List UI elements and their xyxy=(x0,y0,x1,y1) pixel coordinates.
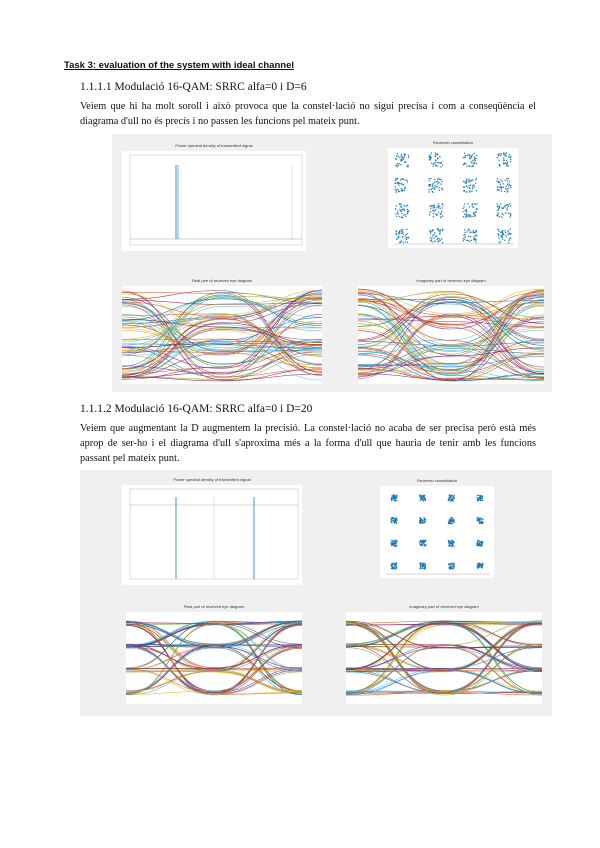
eye-traces xyxy=(122,290,322,381)
constellation-cluster xyxy=(476,540,483,547)
constellation-cluster xyxy=(477,563,484,569)
section-paragraph-2: Veiem que augmentant la D augmentem la precisió. La constel·lació no acaba de ser precisa però està més aprop de ser-ho i el diagrama d'ull s'aproxima més a la forma d'ull que hauria de tenir amb les funcions passant pel mateix punt. xyxy=(80,423,536,464)
constellation-cluster xyxy=(497,152,512,167)
constellation-cluster xyxy=(448,563,455,570)
constellation-cluster xyxy=(463,153,478,168)
psd-plot-2 xyxy=(122,477,302,585)
constellation-chart-1 xyxy=(388,148,518,248)
psd-chart-2 xyxy=(122,485,302,585)
psd-plot-1 xyxy=(122,143,306,251)
psd-chart-1 xyxy=(122,151,306,251)
constellation-cluster xyxy=(462,229,477,244)
constellation-cluster xyxy=(428,152,443,167)
eye-traces xyxy=(126,621,302,695)
constellation-cluster xyxy=(429,203,444,218)
eye-real-chart-1 xyxy=(122,286,322,384)
constellation-title-2: Received constellation xyxy=(416,478,458,483)
figure-1 xyxy=(112,134,552,392)
eye-real-title-1: Real part of received eye diagram xyxy=(191,278,253,283)
constellation-cluster xyxy=(395,229,409,244)
constellation-cluster xyxy=(394,178,408,193)
constellation-cluster xyxy=(391,517,398,524)
section-heading-2: 1.1.1.2 Modulació 16-QAM: SRRC alfa=0 i D=20 xyxy=(80,403,313,415)
constellation-cluster xyxy=(390,562,397,569)
constellation-cluster xyxy=(496,203,511,218)
constellation-cluster xyxy=(448,494,455,501)
constellation-cluster xyxy=(429,228,443,243)
constellation-cluster xyxy=(476,495,483,502)
eye-real-plot-2 xyxy=(126,604,302,704)
constellation-cluster xyxy=(496,178,511,193)
constellation-cluster xyxy=(419,540,426,547)
constellation-cluster xyxy=(476,517,483,524)
eye-traces xyxy=(358,289,544,381)
constellation-cluster xyxy=(428,178,443,193)
psd-title-2: Power spectral density of transmitted signal xyxy=(173,477,251,482)
psd-title-1: Power spectral density of transmitted signal xyxy=(175,143,253,148)
constellation-cluster xyxy=(448,517,455,524)
eye-real-plot-1 xyxy=(122,278,322,384)
constellation-cluster xyxy=(497,228,511,243)
constellation-cluster xyxy=(395,153,409,168)
eye-imag-plot-2 xyxy=(346,604,542,704)
constellation-cluster xyxy=(419,517,426,524)
constellation-cluster xyxy=(390,540,397,547)
constellation-cluster xyxy=(419,494,426,501)
eye-imag-chart-2 xyxy=(346,612,542,704)
constellation-cluster xyxy=(463,178,478,193)
task-title: Task 3: evaluation of the system with ideal channel xyxy=(64,60,294,71)
section-paragraph-1: Veiem que hi ha molt soroll i això provoca que la constel·lació no sigui precisa i com a conseqüència el diagrama d'ull no és precís i no passen les funcions pel mateix punt. xyxy=(80,101,536,127)
constellation-title-1: Received constellation xyxy=(432,140,474,145)
eye-real-chart-2 xyxy=(126,612,302,704)
constellation-cluster xyxy=(391,494,398,501)
figure-2 xyxy=(80,470,552,716)
eye-imag-chart-1 xyxy=(358,286,544,384)
constellation-cluster xyxy=(448,540,455,547)
eye-real-title-2: Real part of received eye diagram xyxy=(183,604,245,609)
constellation-cluster xyxy=(462,203,477,218)
eye-imag-plot-1 xyxy=(358,278,544,384)
section-heading-1: 1.1.1.1 Modulació 16-QAM: SRRC alfa=0 i D=6 xyxy=(80,81,307,93)
eye-traces xyxy=(346,621,542,696)
constellation-cluster xyxy=(395,203,410,218)
constellation-plot-1 xyxy=(388,140,518,248)
constellation-plot-2 xyxy=(380,478,494,578)
constellation-chart-2 xyxy=(380,486,494,578)
constellation-cluster xyxy=(419,562,426,569)
eye-imag-title-2: Imaginary part of received eye diagram xyxy=(409,604,479,609)
eye-imag-title-1: Imaginary part of received eye diagram xyxy=(416,278,486,283)
